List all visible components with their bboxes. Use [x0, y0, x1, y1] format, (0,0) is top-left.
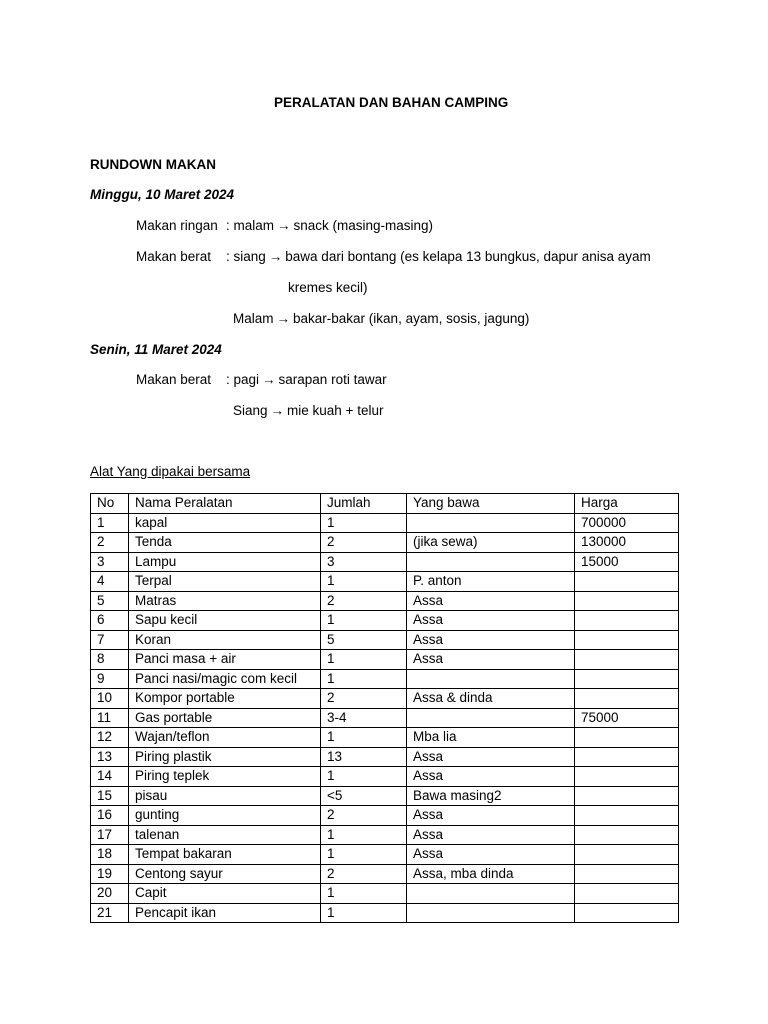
cell-yang-bawa	[407, 513, 575, 533]
table-row	[91, 513, 679, 533]
cell-yang-bawa: P. anton	[407, 572, 575, 592]
header-no: No	[91, 494, 129, 514]
cell-harga	[575, 689, 679, 709]
cell-yang-bawa: Assa	[407, 611, 575, 631]
day1-ringan-line	[226, 217, 433, 235]
cell-no: 16	[91, 806, 129, 826]
cell-yang-bawa: Assa & dinda	[407, 689, 575, 709]
table-row	[91, 728, 679, 748]
cell-no: 21	[91, 903, 129, 923]
cell-jumlah: 1	[321, 884, 407, 904]
day1-berat-desc-cont: kremes kecil)	[288, 280, 368, 295]
cell-no: 18	[91, 845, 129, 865]
cell-harga	[575, 572, 679, 592]
header-jumlah: Jumlah	[321, 494, 407, 514]
cell-yang-bawa: Assa	[407, 767, 575, 787]
day1-malam-line	[233, 310, 529, 328]
cell-harga	[575, 806, 679, 826]
day2-berat-label: Makan berat	[136, 372, 212, 387]
cell-nama-peralatan: talenan	[129, 825, 321, 845]
day2-date: Senin, 11 Maret 2024	[90, 342, 222, 357]
cell-nama-peralatan: Sapu kecil	[129, 611, 321, 631]
table-row	[91, 884, 679, 904]
cell-jumlah: 3	[321, 552, 407, 572]
arrow-right-icon: →	[276, 311, 291, 326]
table-row	[91, 669, 679, 689]
cell-no: 6	[91, 611, 129, 631]
cell-nama-peralatan: Pencapit ikan	[129, 903, 321, 923]
cell-harga	[575, 591, 679, 611]
day1-berat-label: Makan berat	[136, 249, 212, 264]
cell-harga	[575, 630, 679, 650]
cell-no: 11	[91, 708, 129, 728]
cell-harga	[575, 747, 679, 767]
cell-no: 5	[91, 591, 129, 611]
cell-nama-peralatan: Piring teplek	[129, 767, 321, 787]
cell-yang-bawa: Assa	[407, 591, 575, 611]
cell-nama-peralatan: Wajan/teflon	[129, 728, 321, 748]
cell-yang-bawa	[407, 884, 575, 904]
table-caption: Alat Yang dipakai bersama	[90, 464, 251, 479]
day2-siang-line	[233, 402, 383, 420]
cell-yang-bawa: (jika sewa)	[407, 533, 575, 553]
table-row	[91, 552, 679, 572]
equipment-table	[90, 493, 679, 923]
cell-harga: 15000	[575, 552, 679, 572]
cell-jumlah: 13	[321, 747, 407, 767]
table-row	[91, 708, 679, 728]
cell-harga	[575, 825, 679, 845]
day1-berat-desc: bawa dari bontang (es kelapa 13 bungkus, dapur anisa ayam	[285, 249, 651, 264]
cell-nama-peralatan: gunting	[129, 806, 321, 826]
table-row	[91, 611, 679, 631]
cell-nama-peralatan: Piring plastik	[129, 747, 321, 767]
cell-nama-peralatan: Panci nasi/magic com kecil	[129, 669, 321, 689]
day1-berat-time: : siang	[226, 249, 266, 264]
table-row	[91, 747, 679, 767]
cell-jumlah: 1	[321, 728, 407, 748]
day2-pagi-line	[226, 371, 387, 389]
cell-nama-peralatan: Terpal	[129, 572, 321, 592]
day2-pagi-desc: sarapan roti tawar	[278, 372, 387, 387]
cell-no: 4	[91, 572, 129, 592]
rundown-heading: RUNDOWN MAKAN	[90, 157, 216, 172]
day1-date: Minggu, 10 Maret 2024	[90, 187, 235, 202]
day2-siang-desc: mie kuah + telur	[287, 403, 384, 418]
day1-ringan-label: Makan ringan	[136, 218, 218, 233]
arrow-right-icon: →	[277, 218, 291, 233]
table-row	[91, 572, 679, 592]
table-row	[91, 903, 679, 923]
cell-jumlah: 1	[321, 845, 407, 865]
cell-jumlah: 5	[321, 630, 407, 650]
cell-yang-bawa: Assa	[407, 650, 575, 670]
cell-jumlah: 1	[321, 825, 407, 845]
cell-jumlah: 1	[321, 650, 407, 670]
cell-harga: 700000	[575, 513, 679, 533]
cell-no: 7	[91, 630, 129, 650]
cell-jumlah: 2	[321, 806, 407, 826]
table-row	[91, 533, 679, 553]
cell-yang-bawa: Assa	[407, 806, 575, 826]
cell-yang-bawa: Mba lia	[407, 728, 575, 748]
day2-siang-time: Siang	[233, 403, 268, 418]
cell-jumlah: 1	[321, 611, 407, 631]
cell-harga	[575, 786, 679, 806]
table-row	[91, 650, 679, 670]
cell-harga	[575, 864, 679, 884]
cell-harga	[575, 845, 679, 865]
day1-malam-desc: bakar-bakar (ikan, ayam, sosis, jagung)	[293, 311, 530, 326]
table-header-row	[91, 494, 679, 514]
day1-malam-time: Malam	[233, 311, 274, 326]
cell-yang-bawa	[407, 903, 575, 923]
table-row	[91, 806, 679, 826]
day2-pagi-time: : pagi	[226, 372, 260, 387]
page-title: PERALATAN DAN BAHAN CAMPING	[274, 95, 509, 110]
cell-nama-peralatan: Kompor portable	[129, 689, 321, 709]
table-row	[91, 630, 679, 650]
cell-jumlah: 1	[321, 513, 407, 533]
cell-yang-bawa: Assa, mba dinda	[407, 864, 575, 884]
cell-harga	[575, 669, 679, 689]
cell-yang-bawa: Assa	[407, 747, 575, 767]
table-row	[91, 825, 679, 845]
table-row	[91, 591, 679, 611]
cell-yang-bawa	[407, 669, 575, 689]
arrow-right-icon: →	[268, 249, 283, 264]
cell-jumlah: 1	[321, 572, 407, 592]
header-yang-bawa: Yang bawa	[407, 494, 575, 514]
table-row	[91, 845, 679, 865]
arrow-right-icon: →	[270, 403, 285, 418]
cell-no: 15	[91, 786, 129, 806]
cell-jumlah: 1	[321, 767, 407, 787]
cell-no: 17	[91, 825, 129, 845]
header-nama-peralatan: Nama Peralatan	[129, 494, 321, 514]
cell-harga	[575, 611, 679, 631]
cell-no: 3	[91, 552, 129, 572]
day1-ringan-time: : malam	[226, 218, 275, 233]
table-row	[91, 864, 679, 884]
cell-yang-bawa: Assa	[407, 825, 575, 845]
cell-jumlah: 1	[321, 669, 407, 689]
cell-nama-peralatan: pisau	[129, 786, 321, 806]
cell-jumlah: 2	[321, 591, 407, 611]
cell-jumlah: 2	[321, 689, 407, 709]
cell-nama-peralatan: Gas portable	[129, 708, 321, 728]
cell-no: 8	[91, 650, 129, 670]
cell-harga	[575, 884, 679, 904]
cell-no: 12	[91, 728, 129, 748]
arrow-right-icon: →	[262, 372, 276, 387]
cell-no: 2	[91, 533, 129, 553]
day1-ringan-desc: snack (masing-masing)	[293, 218, 434, 233]
cell-harga	[575, 767, 679, 787]
cell-no: 19	[91, 864, 129, 884]
day1-berat-line	[226, 248, 651, 266]
cell-yang-bawa: Bawa masing2	[407, 786, 575, 806]
cell-jumlah: 2	[321, 533, 407, 553]
cell-nama-peralatan: Koran	[129, 630, 321, 650]
cell-jumlah: 1	[321, 903, 407, 923]
cell-no: 14	[91, 767, 129, 787]
cell-nama-peralatan: Lampu	[129, 552, 321, 572]
cell-harga: 130000	[575, 533, 679, 553]
cell-nama-peralatan: Matras	[129, 591, 321, 611]
cell-yang-bawa: Assa	[407, 845, 575, 865]
cell-jumlah: <5	[321, 786, 407, 806]
cell-nama-peralatan: Centong sayur	[129, 864, 321, 884]
table-row	[91, 786, 679, 806]
cell-nama-peralatan: kapal	[129, 513, 321, 533]
header-harga: Harga	[575, 494, 679, 514]
cell-nama-peralatan: Panci masa + air	[129, 650, 321, 670]
table-body	[91, 513, 679, 923]
cell-yang-bawa	[407, 708, 575, 728]
cell-harga	[575, 728, 679, 748]
cell-nama-peralatan: Tempat bakaran	[129, 845, 321, 865]
cell-no: 9	[91, 669, 129, 689]
cell-nama-peralatan: Capit	[129, 884, 321, 904]
table-row	[91, 689, 679, 709]
cell-no: 1	[91, 513, 129, 533]
cell-jumlah: 3-4	[321, 708, 407, 728]
cell-harga	[575, 903, 679, 923]
cell-no: 13	[91, 747, 129, 767]
cell-jumlah: 2	[321, 864, 407, 884]
cell-harga: 75000	[575, 708, 679, 728]
cell-no: 20	[91, 884, 129, 904]
cell-yang-bawa: Assa	[407, 630, 575, 650]
cell-yang-bawa	[407, 552, 575, 572]
cell-no: 10	[91, 689, 129, 709]
table-row	[91, 767, 679, 787]
cell-nama-peralatan: Tenda	[129, 533, 321, 553]
cell-harga	[575, 650, 679, 670]
